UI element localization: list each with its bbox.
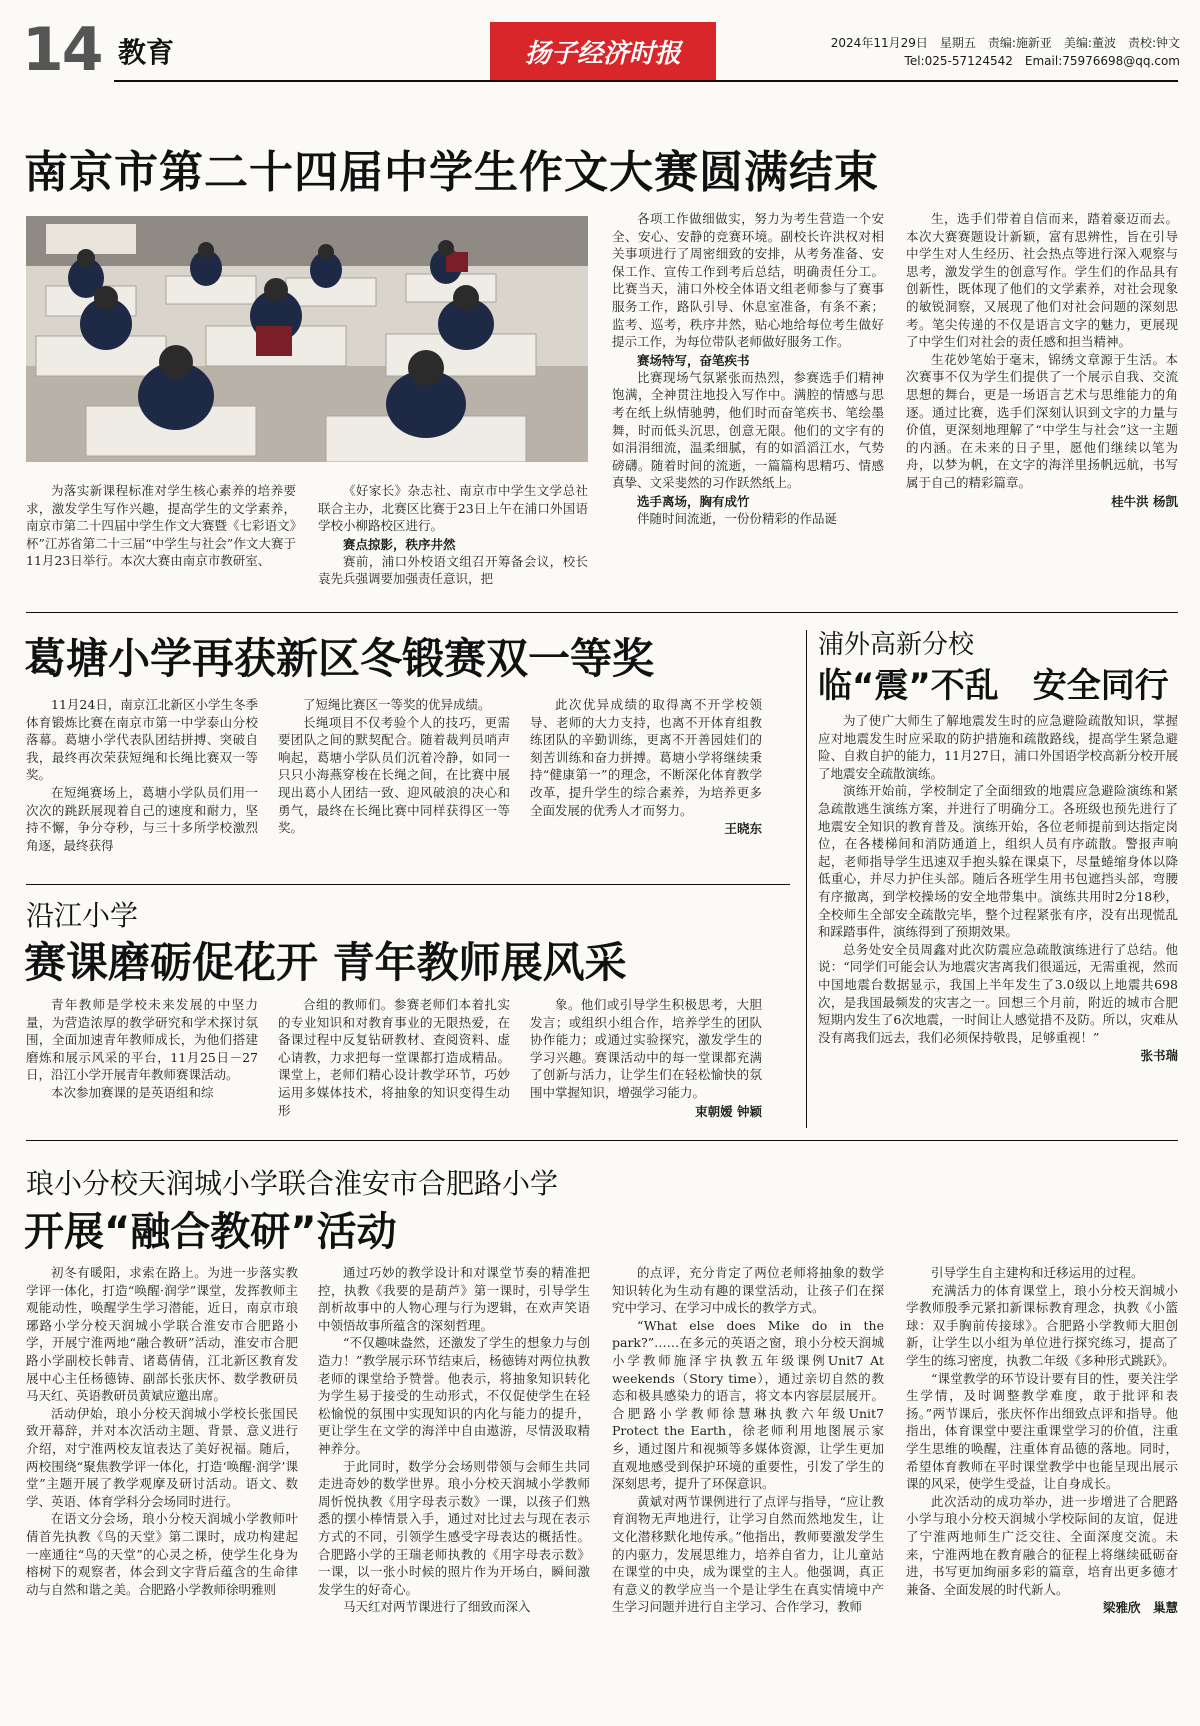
divider-1 <box>26 612 1178 613</box>
article3-title: 临“震”不乱 安全同行 <box>818 666 1169 706</box>
classroom-photo-illustration <box>26 216 588 462</box>
article1-col1: 为落实新课程标准对学生核心素养的培养要求，激发学生写作兴趣，提高学生的文学素养，南京市第二十四届中学生作文大赛暨《七彩语文》杯”江苏省第二十三届“中学生与社会”作文大赛于11月23日举行。本次大赛由南京市教研室、 <box>26 483 296 569</box>
article1-col2b: 赛前，浦口外校语文组召开筹备会议，校长袁先兵强调要加强责任意识，把 <box>318 553 588 587</box>
article2-col3a: 此次优异成绩的取得离不开学校领导、老师的大力支持，也离不开体育组教练团队的辛勤训练，更离不开善园娃们的刻苦训练和奋力拼搏。葛塘小学将继续秉持“健康第一”的理念，不断深化体育教学改革，提升学生的综合素养，为培养更多全面发展的优秀人才而努力。 <box>530 697 762 818</box>
article3-body3: 总务处安全员周鑫对此次防震应急疏散演练进行了总结。他说：“同学们可能会认为地震灾害离我们很遥远，无需重视，然而中国地震台数据显示，我国上半年发生了3.0级以上地震共698次，是我国最频发的灾害之一。回想三个月前，附近的城市合肥短期内发生了6次地震，一时间让人感觉措不及防。所以，灾难从没有离我们远去，我们必须保持敬畏，足够重视！” <box>818 941 1178 1045</box>
article5-title: 开展“融合教研”活动 <box>24 1209 397 1255</box>
article1-col3 <box>612 210 884 594</box>
article5-col2c: 于此同时，数学分会场则带领与会师生共同走进奇妙的数学世界。琅小分校天润城小学教师周忻悦执教《用字母表示数》一课，以孩子们熟悉的摆小棒情景入手，通过对比过去与现在表示方式的不同，引领学生感受字母表达的概括性。合肥路小学的王瑞老师执教的《用字母表示数》一课，以一张小时候的照片作为开场白，瞬间激发学生的好奇心。 <box>318 1458 590 1597</box>
article5-col3 <box>612 1264 884 1720</box>
date-line: 2024年11月29日 星期五 责编:施新亚 美编:董波 责校:钟文 <box>830 36 1180 50</box>
article5-col4a: 引导学生自主建构和迁移运用的过程。 <box>931 1265 1144 1280</box>
article3-body1: 为了使广大师生了解地震发生时的应急避险疏散知识，掌握应对地震发生时应采取的防护措施和疏散路线，提高学生紧急避险、自救自护的能力，11月27日，浦口外国语学校高新分校开展了地震安全疏散演练。 <box>818 713 1178 781</box>
article3-kicker: 浦外高新分校 <box>818 630 975 660</box>
article5-col4d: 此次活动的成功举办，进一步增进了合肥路小学与琅小分校天润城小学校际间的友谊，促进了宁淮两地师生广泛交往、全面深度交流。未来，宁淮两地在教育融合的征程上将继续砥砺奋进，书写更加绚丽多彩的篇章，培育出更多德才兼备、全面发展的时代新人。 <box>906 1493 1178 1597</box>
article1-col4 <box>906 210 1178 594</box>
article4-col2: 合组的教师们。参赛老师们本着扎实的专业知识和对教育事业的无限热爱，在备课过程中反复钻研教材、查阅资料、虚心请教，力求把每一堂课都打造成精品。课堂上，老师们精心设计教学环节，巧妙运用多媒体技术，将抽象的知识变得生动形 <box>278 997 510 1118</box>
article5-col4c: “课堂教学的环节设计要有目的性，要关注学生学情，及时调整教学难度，敢于批评和表扬。”两节课后，张庆怀作出细致点评和指导。他指出，体育课堂中要注重课堂学习的价值，注重学生思维的唤醒，注重体育品德的落地。同时，希望体育教师在平时课堂教学中也能呈现出展示课的风采，使学生受益，让自身成长。 <box>906 1370 1178 1492</box>
article1-sub1: 赛点掠影，秩序井然 <box>343 536 456 552</box>
article2-col2a: 了短绳比赛区一等奖的优异成绩。 <box>303 697 491 712</box>
article4-title: 赛课磨砺促花开 青年教师展风采 <box>24 938 627 987</box>
article2-col3 <box>530 696 762 926</box>
article5-col2a: 通过巧妙的教学设计和对课堂节奏的精准把控，执教《我要的是葫芦》第一课时，引导学生剖析故事中的人物心理与行为逻辑，在欢声笑语中领悟故事所蕴含的深刻哲理。 <box>318 1265 590 1333</box>
article4-col3a: 象。他们或引导学生积极思考，大胆发言；或组织小组合作，培养学生的团队协作能力；或通过实验探究，激发学生的学习兴趣。赛课活动中的每一堂课都充满了创新与活力，让学生们在轻松愉快的氛围中掌握知识，增强学习能力。 <box>530 997 762 1100</box>
article2-col1 <box>26 696 258 926</box>
article3-body2: 演练开始前，学校制定了全面细致的地震应急避险演练和紧急疏散逃生演练方案，并进行了明确分工。各班级也预先进行了地震安全知识的教育普及。演练开始，各位老师提前到达指定岗位，在各楼梯间和消防通道上，组织人员有序疏散。警报声响起，老师指导学生迅速双手抱头躲在课桌下，尽量蜷缩身体以降低重心，并尽力护住头部。随后各班学生用书包遮挡头部，弯腰有序撤离，到学校操场的安全地带集中。演练共用时2分18秒，全校师生全部安全疏散完毕，整个过程紧张有序，没有出现慌乱和踩踏事件，演练得到了预期效果。 <box>818 783 1178 940</box>
article2-byline: 王晓东 <box>724 821 762 837</box>
article1-title: 南京市第二十四届中学生作文大赛圆满结束 <box>24 147 879 198</box>
article2-title: 葛塘小学再获新区冬锻赛双一等奖 <box>24 634 655 683</box>
article1-col3b: 比赛现场气氛紧张而热烈，参赛选手们精神饱满，全神贯注地投入写作中。满腔的情感与思考在纸上纵情驰骋，他们时而奋笔疾书、笔绘墨舞，时而低头沉思，创意无限。他们的文字有的如涓涓细流，温柔细腻，有的如滔滔江水，气势磅礴。随着时间的流逝，一篇篇构思精巧、情感真挚、文采斐然的习作跃然纸上。 <box>612 369 884 491</box>
article5-col2b: “不仅趣味盎然，还激发了学生的想象力与创造力！”教学展示环节结束后，杨德铸对两位执教老师的课堂给予赞誉。他表示，将抽象知识转化为学生易于接受的生动形式，不仅促使学生在轻松愉悦的氛围中实现知识的内化与能力的提升，更让学生在文学的海洋中自由遨游，尽情汲取精神养分。 <box>318 1335 590 1456</box>
article5-kicker: 琅小分校天润城小学联合淮安市合肥路小学 <box>26 1167 559 1200</box>
article5-col4b: 充满活力的体育课堂上，琅小分校天润城小学教师殷季元紧扣新课标教育理念，执教《小篮球：双手胸前传接球》。合肥路小学教师大胆创新，让学生以小组为单位进行探究练习，提高了学生的练习密度，执教二年级《多种形式跳跃》。 <box>906 1282 1178 1368</box>
divider-2 <box>26 884 790 885</box>
header-rule <box>114 80 1178 82</box>
page-number: 14 <box>22 15 102 85</box>
article5-col1a: 初冬有暖阳，求索在路上。为进一步落实教学评一体化，打造“唤醒·润学”课堂，发挥教师主观能动性，唤醒学生学习潜能，近日，南京市琅琊路小学分校天润城小学联合淮安市合肥路小学，开展宁淮两地“融合教研”活动，淮安市合肥路小学副校长韩青、诸葛倩倩，江北新区教育发展中心主任杨德铸、副部长张庆怀、数学教研员马天红、英语教研员黄斌应邀出席。 <box>26 1265 298 1404</box>
masthead-text: 扬子经济时报 <box>524 38 681 69</box>
article1-col3c: 伴随时间流逝，一份份精彩的作品诞 <box>637 510 838 526</box>
article2-col1b: 在短绳赛场上，葛塘小学队员们用一次次的跳跃展现着自己的速度和耐力，坚持不懈，争分夺秒，与三十多所学校激烈角逐，最终获得 <box>26 784 258 853</box>
divider-3 <box>26 1140 1178 1141</box>
article5-col4 <box>906 1264 1178 1720</box>
article1-col4a: 生，选手们带着自信而来，踏着豪迈而去。本次大赛赛题设计新颖，富有思辨性，旨在引导中学生对人生经历、社会热点等进行深入观察与思考，激发学生的创意写作。学生们的作品具有创新性，既体现了他们的文学素养，对社会现象的敏锐洞察，又展现了他们对社会问题的深刻思考。笔尖传递的不仅是语言文字的魅力，更展现了中学生们对社会的责任感和担当精神。 <box>906 211 1178 350</box>
masthead <box>490 22 716 80</box>
article5-col3a: 的点评，充分肯定了两位老师将抽象的数学知识转化为生动有趣的课堂活动，让孩子们在探究中学习、在学习中成长的教学方式。 <box>612 1265 884 1316</box>
article5-byline: 梁雅欣 巢慧 <box>1102 1600 1178 1616</box>
article4-kicker: 沿江小学 <box>26 899 139 932</box>
article5-col2 <box>318 1264 590 1720</box>
article4-byline: 束朝嫒 钟颖 <box>695 1103 762 1119</box>
contact-line: Tel:025-57124542 Email:75976698@qq.com <box>904 54 1180 68</box>
article5-col3b: “What else does Mike do in the park?”……在多元的英语之窗，琅小分校天润城小学教师施泽宇执教五年级课例Unit7 At weekends（Story time），通过亲切自然的教态和极具感染力的语言，将文本内容层层展开。合肥路小学教师徐慧琳执教六年级Unit7 Protect the Earth，徐老师利用地图展示家乡，通过图片和视频等多媒体资源，让学生更加直观地感受到保护环境的重要性，引发了学生的深刻思考，提升了环保意识。 <box>612 1317 884 1492</box>
article3-vertical-rule <box>806 630 807 1128</box>
article5-col2d: 马天红对两节课进行了细致而深入 <box>343 1599 531 1615</box>
section-title: 教育 <box>118 36 175 69</box>
article1-col2a: 《好家长》杂志社、南京市中学生文学总社联合主办，北赛区比赛于23日上午在浦口外国语学校小柳路校区进行。 <box>318 483 588 534</box>
article5-col3c: 黄斌对两节课例进行了点评与指导，“应让教育润物无声地进行，让学习自然而然地发生，让文化潜移默化地传承。”他指出，教师要激发学生的内驱力，发展思维力，培养自省力，让儿童站在课堂的中央，成为课堂的主人。他强调，真正有意义的教学应当一个是让学生在真实情境中产生学习问题并进行自主学习、合作学习，教师 <box>612 1493 884 1615</box>
article2-col1a: 11月24日，南京江北新区小学生冬季体育锻炼比赛在南京市第一中学泰山分校落幕。葛塘小学代表队团结拼搏、突破自我，最终再次荣获短绳和长绳比赛双一等奖。 <box>26 697 258 783</box>
article2-col2b: 长绳项目不仅考验个人的技巧，更需要团队之间的默契配合。随着裁判员哨声响起，葛塘小学队员们沉着冷静，如同一只只小海燕穿梭在长绳之间，在比赛中展现出葛小人团结一致、迎风破浪的决心和勇气，最终在长绳比赛中同样获得区一等奖。 <box>278 714 510 836</box>
article2-col2 <box>278 696 510 926</box>
article3-byline: 张书瑞 <box>1140 1048 1178 1064</box>
article3-body <box>818 712 1178 1124</box>
article5-col1c: 在语文分会场，琅小分校天润城小学教师叶倩首先执教《鸟的天堂》第二课时，成功构建起一座通往“鸟的天堂”的心灵之桥，使学生化身为榕树下的观察者，体会到文字背后蕴含的生命律动与自然和谐之美。合肥路小学教师徐明雅则 <box>26 1511 298 1597</box>
article5-col1 <box>26 1264 298 1720</box>
article4-col1a: 青年教师是学校未来发展的中坚力量，为营造浓厚的教学研究和学术探讨氛围，全面加速青年教师成长，为他们搭建磨炼和展示风采的平台，11月25日－27日，沿江小学开展青年教师赛课活动。 <box>26 997 258 1083</box>
article1-sub3: 选手离场，胸有成竹 <box>637 493 750 509</box>
article1-col3a: 各项工作做细做实，努力为考生营造一个安全、安心、安静的竞赛环境。副校长许洪权对相关事项进行了周密细致的安排，从考务准备、安保工作、宣传工作到考后总结，明确责任分工。比赛当天，浦口外校全体语文组老师参与了赛事服务工作，路队引导、休息室准备，有条不紊；监考、巡考，秩序井然，贴心地给每位考生做好提示工作，为每位带队老师做好服务工作。 <box>612 211 884 350</box>
article1-byline: 桂牛洪 杨凯 <box>1111 493 1178 509</box>
article1-sub2: 赛场特写，奋笔疾书 <box>637 352 750 368</box>
article4-col1b: 本次参加赛课的是英语组和综 <box>51 1084 214 1100</box>
article1-col4b: 生花妙笔始于毫末，锦绣文章源于生活。本次赛事不仅为学生们提供了一个展示自我、交流思想的舞台，更是一场语言艺术与思维能力的角逐。通过比赛，选手们深刻认识到文字的力量与价值，更深刻地理解了“中学生与社会”这一主题的内涵。在未来的日子里，愿他们继续以笔为舟，以梦为帆，在文字的海洋里扬帆远航，书写属于自己的精彩篇章。 <box>906 351 1178 490</box>
article5-col1b: 活动伊始，琅小分校天润城小学校长张国民致开幕辞，并对本次活动主题、背景、意义进行介绍，对宁淮两校友谊表达了美好祝福。随后，两校围绕“聚焦教学评一体化，打造‘唤醒·润学’课堂”主题开展了教学观摩及研讨活动。语文、数学、英语、体育学科分会场同时进行。 <box>26 1405 298 1509</box>
article4-col1 <box>26 996 258 1126</box>
classroom-exam-photo <box>26 216 588 462</box>
article4-col3 <box>530 996 762 1126</box>
article1-col2 <box>318 482 588 594</box>
